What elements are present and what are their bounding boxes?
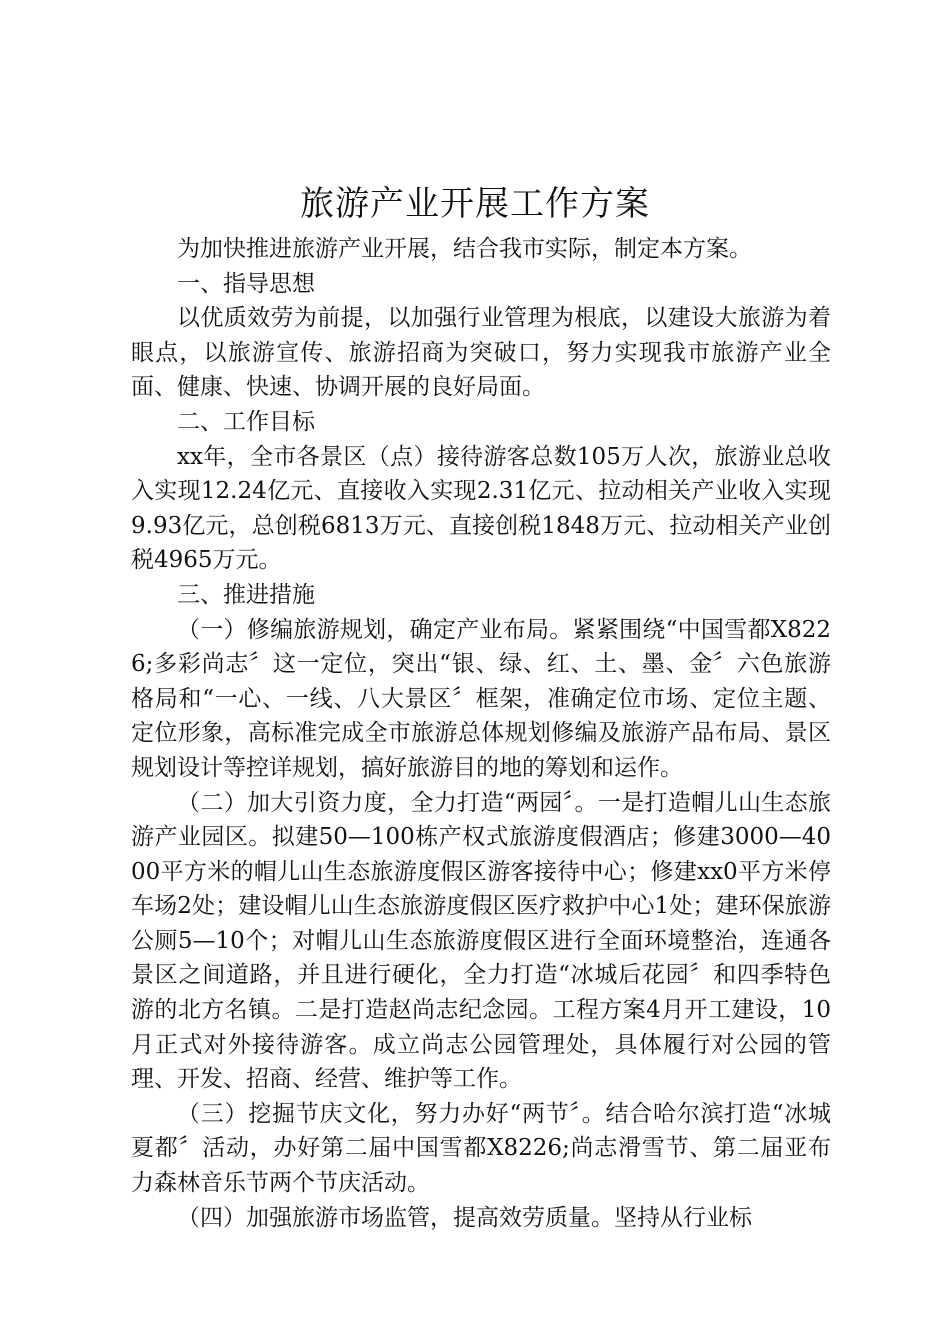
paragraph-intro: 为加快推进旅游产业开展，结合我市实际，制定本方案。: [177, 236, 752, 262]
section-heading-measures: 三、推进措施: [177, 581, 315, 608]
section-heading-work-goals: 二、工作目标: [177, 408, 315, 435]
document-body: [131, 232, 831, 1235]
paragraph-measure-1: （一）修编旅游规划，确定产业布局。紧紧围绕“中国雪都X8226;多彩尚志〞这一定位，突出“银、绿、红、土、墨、金〞六色旅游格局和“一心、一线、八大景区〞框架，准确定位市场、定位主题、定位形象，高标准完成全市旅游总体规划修编及旅游产品布局、景区规划设计等控详规划，搞好旅游目的地的筹划和运作。: [131, 616, 831, 781]
paragraph-measure-3: （三）挖掘节庆文化，努力办好“两节〞。结合哈尔滨打造“冰城夏都〞活动，办好第二届中国雪都X8226;尚志滑雪节、第二届亚布力森林音乐节两个节庆活动。: [131, 1100, 831, 1197]
section-heading-guiding-thought: 一、指导思想: [177, 270, 315, 297]
paragraph-work-goals: xx年，全市各景区（点）接待游客总数105万人次，旅游业总收入实现12.24亿元、直接收入实现2.31亿元、拉动相关产业收入实现9.93亿元，总创税6813万元、直接创税1848万元、拉动相关产业创税4965万元。: [131, 443, 831, 574]
paragraph-guiding-thought: 以优质效劳为前提，以加强行业管理为根底，以建设大旅游为着眼点，以旅游宣传、旅游招商为突破口，努力实现我市旅游产业全面、健康、快速、协调开展的良好局面。: [131, 305, 831, 401]
paragraph-measure-4: （四）加强旅游市场监管，提高效劳质量。坚持从行业标: [177, 1204, 752, 1231]
paragraph-measure-2: （二）加大引资力度，全力打造“两园〞。一是打造帽儿山生态旅游产业园区。拟建50—100栋产权式旅游度假酒店；修建3000—4000平方米的帽儿山生态旅游度假区游客接待中心；修建xx0平方米停车场2处；建设帽儿山生态旅游度假区医疗救护中心1处；建环保旅游公厕5—10个；对帽儿山生态旅游度假区进行全面环境整治，连通各景区之间道路，并且进行硬化，全力打造“冰城后花园〞和四季特色游的北方名镇。二是打造赵尚志纪念园。工程方案4月开工建设，10月正式对外接待游客。成立尚志公园管理处，具体履行对公园的管理、开发、招商、经营、维护等工作。: [131, 789, 831, 1093]
document-title: 旅游产业开展工作方案: [300, 184, 650, 224]
